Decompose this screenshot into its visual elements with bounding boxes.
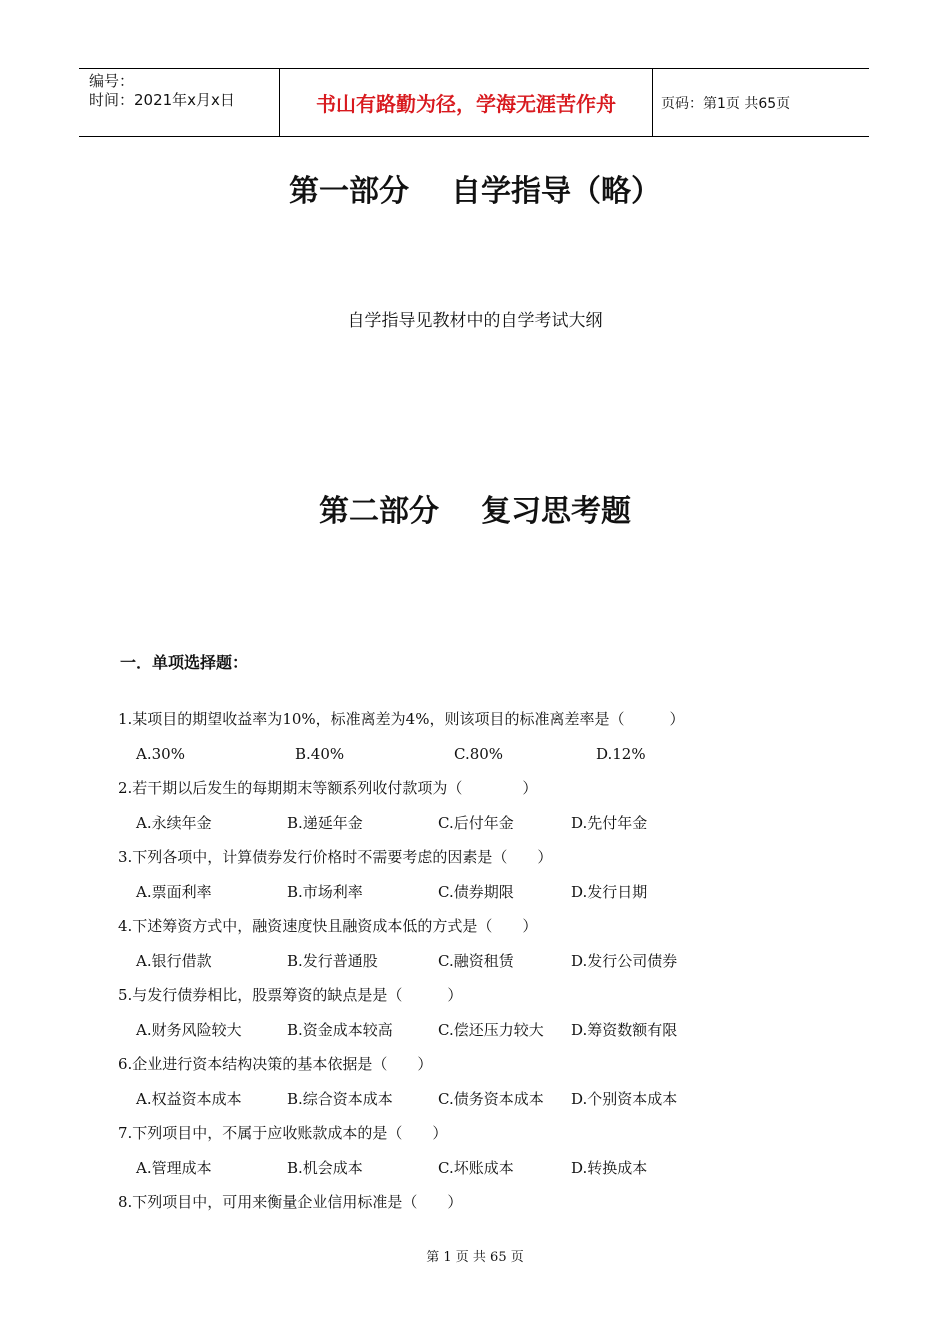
option-c: C.债券期限 bbox=[438, 882, 514, 901]
option-a: A.票面利率 bbox=[136, 882, 212, 901]
option-d: D.发行日期 bbox=[571, 882, 648, 901]
option-c: C.80% bbox=[454, 744, 504, 763]
page-footer: 第 1 页 共 65 页 bbox=[426, 1250, 524, 1265]
option-b: B.递延年金 bbox=[287, 813, 363, 832]
option-b: B.市场利率 bbox=[287, 882, 363, 901]
option-a: A.永续年金 bbox=[136, 813, 212, 832]
question-options bbox=[118, 881, 858, 916]
page-header bbox=[79, 68, 869, 137]
option-b: B.资金成本较高 bbox=[287, 1020, 393, 1039]
option-a: A.管理成本 bbox=[136, 1158, 212, 1177]
option-d: D.转换成本 bbox=[571, 1158, 648, 1177]
question-options bbox=[118, 743, 858, 778]
question-stem: 4.下述筹资方式中，融资速度快且融资成本低的方式是（ ） bbox=[118, 917, 538, 935]
part1-text: 自学指导见教材中的自学考试大纲 bbox=[347, 311, 603, 331]
option-c: C.偿还压力较大 bbox=[438, 1020, 544, 1039]
question-options bbox=[118, 1157, 858, 1192]
option-b: B.发行普通股 bbox=[287, 951, 378, 970]
option-d: D.先付年金 bbox=[571, 813, 648, 832]
code-label: 编号： bbox=[89, 72, 135, 90]
option-b: B.机会成本 bbox=[287, 1158, 363, 1177]
option-c: C.融资租赁 bbox=[438, 951, 514, 970]
question-stem: 7.下列项目中，不属于应收账款成本的是（ ） bbox=[118, 1124, 448, 1142]
question-options bbox=[118, 1019, 858, 1054]
part1-title-b: 自学指导（略） bbox=[451, 174, 661, 209]
part1-title bbox=[0, 166, 950, 210]
option-c: C.债务资本成本 bbox=[438, 1089, 544, 1108]
option-d: D.个别资本成本 bbox=[571, 1089, 678, 1108]
option-d: D.12% bbox=[596, 744, 646, 763]
header-meta bbox=[79, 69, 280, 136]
question-stem: 8.下列项目中，可用来衡量企业信用标准是（ ） bbox=[118, 1193, 463, 1211]
time-label: 时间：2021年x月x日 bbox=[89, 91, 235, 109]
part2-title-b: 复习思考题 bbox=[481, 494, 631, 529]
option-a: A.财务风险较大 bbox=[136, 1020, 242, 1039]
question-stem: 2.若干期以后发生的每期期末等额系列收付款项为（ ） bbox=[118, 779, 538, 797]
option-c: C.后付年金 bbox=[438, 813, 514, 832]
question-options bbox=[118, 950, 858, 985]
question-stem: 5.与发行债券相比，股票筹资的缺点是是（ ） bbox=[118, 986, 463, 1004]
header-motto: 书山有路勤为径，学海无涯苦作舟 bbox=[280, 69, 653, 136]
question-stem: 1.某项目的期望收益率为10%，标准离差为4%，则该项目的标准离差率是（ ） bbox=[118, 710, 685, 728]
option-d: D.筹资数额有限 bbox=[571, 1020, 678, 1039]
option-b: B.综合资本成本 bbox=[287, 1089, 393, 1108]
question-options bbox=[118, 1088, 858, 1123]
header-page-info: 页码：第1页 共65页 bbox=[661, 95, 791, 112]
option-c: C.坏账成本 bbox=[438, 1158, 514, 1177]
option-a: A.银行借款 bbox=[136, 951, 212, 970]
option-b: B.40% bbox=[295, 744, 345, 763]
option-a: A.权益资本成本 bbox=[136, 1089, 242, 1108]
question-list bbox=[118, 708, 858, 1226]
option-d: D.发行公司债券 bbox=[571, 951, 678, 970]
option-a: A.30% bbox=[136, 744, 185, 763]
question-stem: 3.下列各项中，计算债券发行价格时不需要考虑的因素是（ ） bbox=[118, 848, 553, 866]
section-heading: 一．单项选择题： bbox=[120, 653, 249, 672]
part1-title-a: 第一部分 bbox=[289, 174, 409, 209]
part2-title bbox=[0, 486, 950, 530]
question-options bbox=[118, 812, 858, 847]
part2-title-a: 第二部分 bbox=[319, 494, 439, 529]
question-stem: 6.企业进行资本结构决策的基本依据是（ ） bbox=[118, 1055, 433, 1073]
